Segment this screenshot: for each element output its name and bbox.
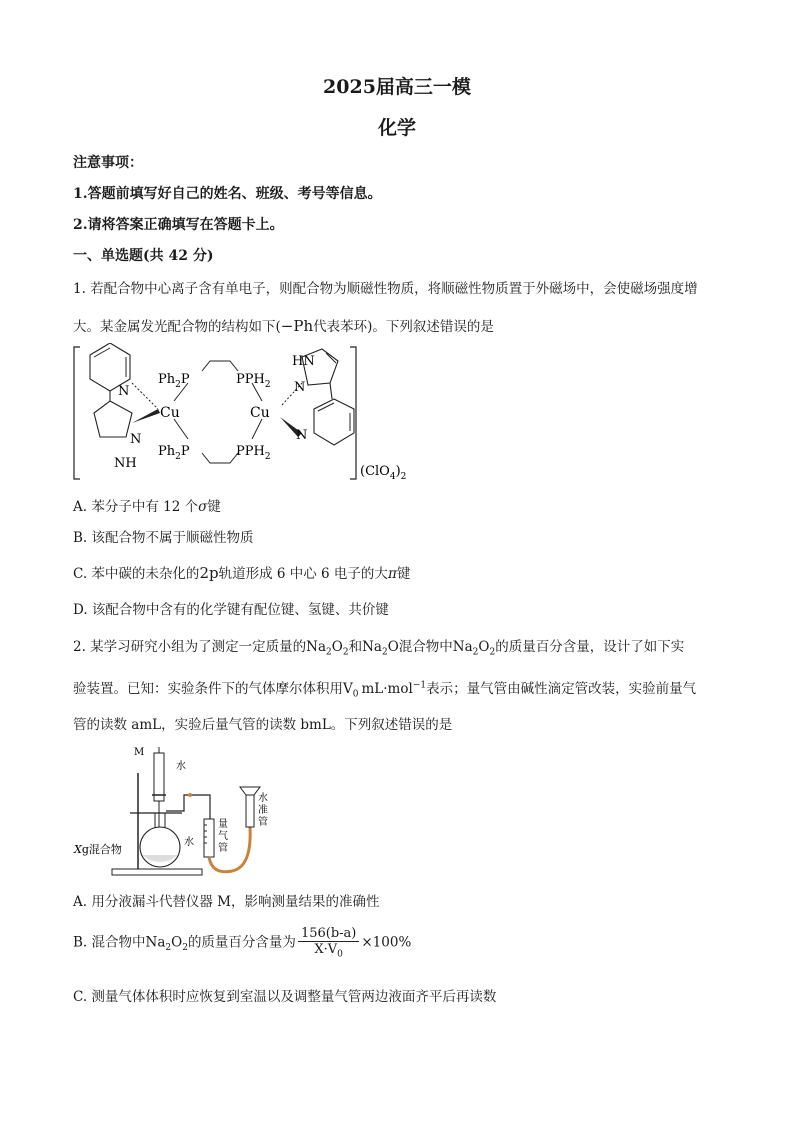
q2-and: 和: [348, 639, 363, 655]
na2o-o: O: [387, 639, 399, 655]
q2-stem-line2: [73, 677, 733, 700]
label-lq-1: 量: [218, 819, 228, 830]
b-na: Na: [145, 934, 166, 951]
q1-stem-text: 大。某金属发光配合物的结构如下(: [73, 319, 281, 335]
exam-title: 2025届高三一模: [323, 76, 471, 98]
q2-option-b-mid: 的质量百分含量为: [187, 934, 296, 951]
q2-stem-line3: 管的读数 amL，实验后量气管的读数 bmL。下列叙述错误的是: [73, 717, 453, 733]
svg-text:(ClO4)2: [360, 464, 406, 482]
q2-text-c: 的质量百分含量，设计了如下实: [495, 639, 685, 655]
den-x: X·V: [314, 942, 338, 957]
label-water-left: 水: [184, 837, 194, 848]
label-cu-right: Cu: [250, 405, 270, 421]
label-ph2p-top: Ph: [158, 372, 176, 387]
fraction-numerator: 156(b-a): [298, 926, 359, 942]
label-n3: N: [294, 380, 306, 395]
q2-option-b-text: B. 混合物中: [73, 934, 146, 951]
label-m: M: [134, 747, 145, 758]
label-sz-2: 准: [258, 805, 268, 816]
q2-stem-line1: [73, 635, 733, 658]
na2o2-sub2: 2: [342, 647, 349, 658]
q1-option-a: [73, 495, 733, 515]
label-n4: N: [296, 428, 308, 443]
notice-item-1: 1.答题前填写好自己的姓名、班级、考号等信息。: [73, 186, 382, 202]
label-pph2-bot: PPH: [236, 444, 265, 459]
v0-sub: 0: [352, 689, 359, 700]
label-hn-right: HN: [292, 354, 315, 369]
label-pph2-top-sub: 2: [264, 380, 271, 390]
q1-option-d: D. 该配合物中含有的化学键有配位键、氢键、共价键: [73, 602, 389, 618]
q1-option-a-tail: 键: [207, 499, 221, 515]
q2-text-d: 验装置。已知：实验条件下的气体摩尔体积用: [73, 681, 343, 697]
q1-stem-line1: 1. 若配合物中心离子含有单电子，则配合物为顺磁性物质，将顺磁性物质置于外磁场中，会使磁场强度增: [73, 281, 698, 297]
complex-structure-figure: [70, 343, 430, 483]
notice-heading: 注意事项：: [73, 155, 143, 171]
label-clo4-sub2: 2: [400, 472, 407, 482]
orbital-2p: 2p: [199, 564, 219, 582]
svg-text:Ph2P: [158, 444, 190, 462]
q1-option-c-mid: 轨道形成 6 中心 6 电子的大: [218, 566, 388, 582]
q1-stem-text-2: 代表苯环)。下列叙述错误的是: [313, 319, 494, 335]
label-sz-1: 水: [258, 793, 268, 804]
unit-text: mL·mol: [361, 681, 413, 697]
label-nh-left: NH: [114, 456, 137, 471]
label-lq-3: 管: [218, 843, 228, 854]
label-ph2p-bot-p: P: [180, 444, 190, 459]
na2o2b-sub1: 2: [472, 647, 479, 658]
q1-stem-line2: [73, 315, 733, 335]
label-clo4-sub: 4: [389, 472, 396, 482]
sigma-symbol: σ: [198, 499, 208, 515]
q2-option-c: C. 测量气体体积时应恢复到室温以及调整量气管两边液面齐平后再读数: [73, 989, 497, 1005]
q1-option-c-end: 键: [396, 566, 411, 582]
label-mixture-x: X: [74, 843, 82, 856]
label-clo4-close: ): [395, 464, 401, 479]
q2-text-a: 2. 某学习研究小组为了测定一定质量的: [73, 639, 307, 655]
q2-option-a: A. 用分液漏斗代替仪器 M，影响测量结果的准确性: [73, 894, 380, 910]
label-mixture: g混合物: [81, 843, 122, 856]
apparatus-figure: [72, 743, 292, 878]
label-lq-2: 气: [218, 831, 228, 842]
label-ph2p-top-sub: 2: [175, 380, 181, 390]
na2o2-o: O: [331, 639, 343, 655]
svg-text:PPH2: [236, 444, 271, 462]
label-n1: N: [118, 384, 130, 399]
label-ph2p-bot-sub: 2: [175, 452, 181, 462]
unit-sup: −1: [412, 680, 427, 691]
fraction: [298, 926, 359, 960]
b-sub1: 2: [165, 942, 172, 953]
q1-option-a-text: A. 苯分子中有 12 个: [73, 499, 199, 515]
pi-symbol: π: [387, 566, 397, 582]
label-ph2p-top-p: P: [180, 372, 190, 387]
svg-text:Xg混合物: [73, 842, 122, 856]
b-o: O: [171, 934, 183, 951]
q1-option-c: [73, 562, 733, 582]
section-title: 一、单选题(共 42 分): [73, 248, 214, 264]
ph-symbol: −Ph: [280, 317, 314, 335]
percent-tail: ×100%: [361, 934, 412, 951]
q1-option-b: B. 该配合物不属于顺磁性物质: [73, 530, 254, 546]
den-sub: 0: [337, 949, 343, 960]
svg-text:PPH2: [236, 372, 271, 390]
na2o2-formula: Na: [306, 639, 327, 655]
na2o-formula: Na: [362, 639, 382, 655]
label-ph2p-bot: Ph: [158, 444, 176, 459]
na2o-sub1: 2: [381, 647, 388, 658]
na2o2-formula-2: Na: [452, 639, 473, 655]
label-n2: N: [130, 432, 142, 447]
q1-option-c-text: C. 苯中碳的未杂化的: [73, 566, 200, 582]
label-cu-left: Cu: [160, 405, 180, 421]
q2-text-e: 表示；量气管由碱性滴定管改装，实验前量气: [426, 681, 697, 697]
label-sz-3: 管: [258, 817, 268, 828]
na2o2b-o: O: [478, 639, 490, 655]
label-pph2-bot-sub: 2: [264, 452, 271, 462]
q2-option-b: [73, 926, 733, 960]
b-sub2: 2: [182, 942, 188, 953]
na2o2-sub1: 2: [326, 647, 332, 658]
label-water-top: 水: [176, 761, 186, 772]
na2o2b-sub2: 2: [489, 647, 496, 658]
label-clo4: (ClO: [360, 464, 390, 479]
v0-symbol: V: [343, 681, 353, 697]
subject-title: 化学: [377, 117, 416, 139]
notice-item-2: 2.请将答案正确填写在答题卡上。: [73, 217, 284, 233]
label-pph2-top: PPH: [236, 372, 265, 387]
q2-text-b: 混合物中: [398, 639, 453, 655]
fraction-denominator: [298, 942, 359, 960]
